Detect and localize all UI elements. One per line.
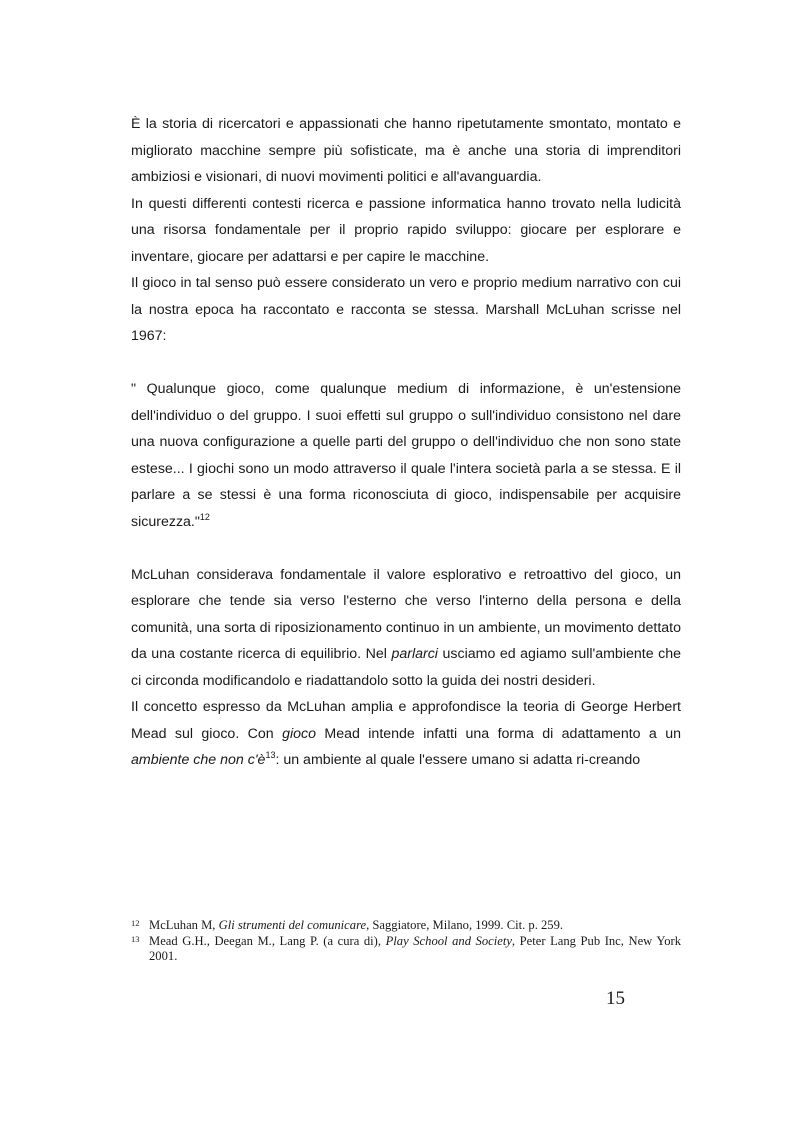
paragraph-3: Il gioco in tal senso può essere considerato un vero e proprio medium narrativo con cui la nostra epoca ha raccontato e racconta se stessa. Marshall McLuhan scrisse nel 1967: <box>131 275 681 344</box>
paragraph-5-text-a: McLuhan considerava fondamentale il valore esplorativo e retroattivo del gioco, un esplorare che tende sia verso l'esterno che verso l'interno della persona e della comunità, una sorta di riposizionamento continuo in un ambiente, un movimento dettato da una costante ricerca di equilibrio. Nel <box>131 566 681 662</box>
footnote-text: Mead G.H., Deegan M., Lang P. (a cura di), <box>149 934 386 948</box>
paragraph-6-text-a: Il concetto espresso da McLuhan amplia e approfondisce la teoria di George Herbert Mead sul gioco. Con <box>131 699 681 742</box>
paragraph-5-italic: parlarci <box>391 646 438 662</box>
footnote-number: 12 <box>131 918 140 928</box>
footnote-text: , Saggiatore, Milano, 1999. Cit. p. 259. <box>366 918 564 932</box>
footnote-ref-13: 13 <box>265 750 276 760</box>
footnotes <box>131 918 681 965</box>
paragraph-1: È la storia di ricercatori e appassionati che hanno ripetutamente smontato, montato e migliorato macchine sempre più sofisticate, ma è anche una storia di imprenditori ambiziosi e visionari, di nuovi movimenti politici e all'avanguardia. <box>131 116 681 185</box>
block-quote <box>131 376 681 535</box>
footnote-title: Play School and Society <box>385 934 512 948</box>
paragraph-6-text-b: Mead intende infatti una forma di adattamento a un <box>316 725 681 742</box>
footnote-ref-12: 12 <box>199 511 210 522</box>
paragraph-5 <box>131 562 681 695</box>
paragraph-spacer <box>131 535 681 562</box>
quote-text: " Qualunque gioco, come qualunque medium di informazione, è un'estensione dell'individuo o del gruppo. I suoi effetti sul gruppo o sull'individuo consistono nel dare una nuova configurazione a quelle parti del gruppo o dell'individuo che non sono state estese... I giochi sono un modo attraverso il quale l'intera società parla a se stessa. E il parlare a se stessi è una forma riconosciuta di gioco, indispensabile per acquisire sicurezza." <box>131 381 681 530</box>
footnote-12 <box>131 918 681 933</box>
body-text <box>131 111 681 774</box>
footnote-title: Gli strumenti del comunicare <box>218 918 367 932</box>
footnote-number: 13 <box>131 934 140 944</box>
paragraph-5-text-b: usciamo ed agiamo sull'ambiente che ci circonda modificandolo e riadattandolo sotto la guida dei nostri desideri. <box>131 646 681 689</box>
paragraph-6 <box>131 694 681 774</box>
footnote-text: , Peter Lang Pub Inc, New York 2001. <box>149 934 681 963</box>
paragraph-spacer <box>131 350 681 377</box>
paragraph-6-italic-ambiente: ambiente che non c'è <box>131 752 266 768</box>
footnote-13 <box>131 934 681 964</box>
paragraph-6-text-c: : un ambiente al quale l'essere umano si adatta ri-creando <box>275 752 641 768</box>
paragraph-2: In questi differenti contesti ricerca e passione informatica hanno trovato nella ludicità una risorsa fondamentale per il proprio rapido sviluppo: giocare per esplorare e inventare, giocare per adattarsi e per capire le macchine. <box>131 195 681 265</box>
footnote-text: McLuhan M, <box>149 918 219 932</box>
paragraph-6-italic-gioco: gioco <box>282 725 316 742</box>
page-number: 15 <box>606 988 625 1009</box>
